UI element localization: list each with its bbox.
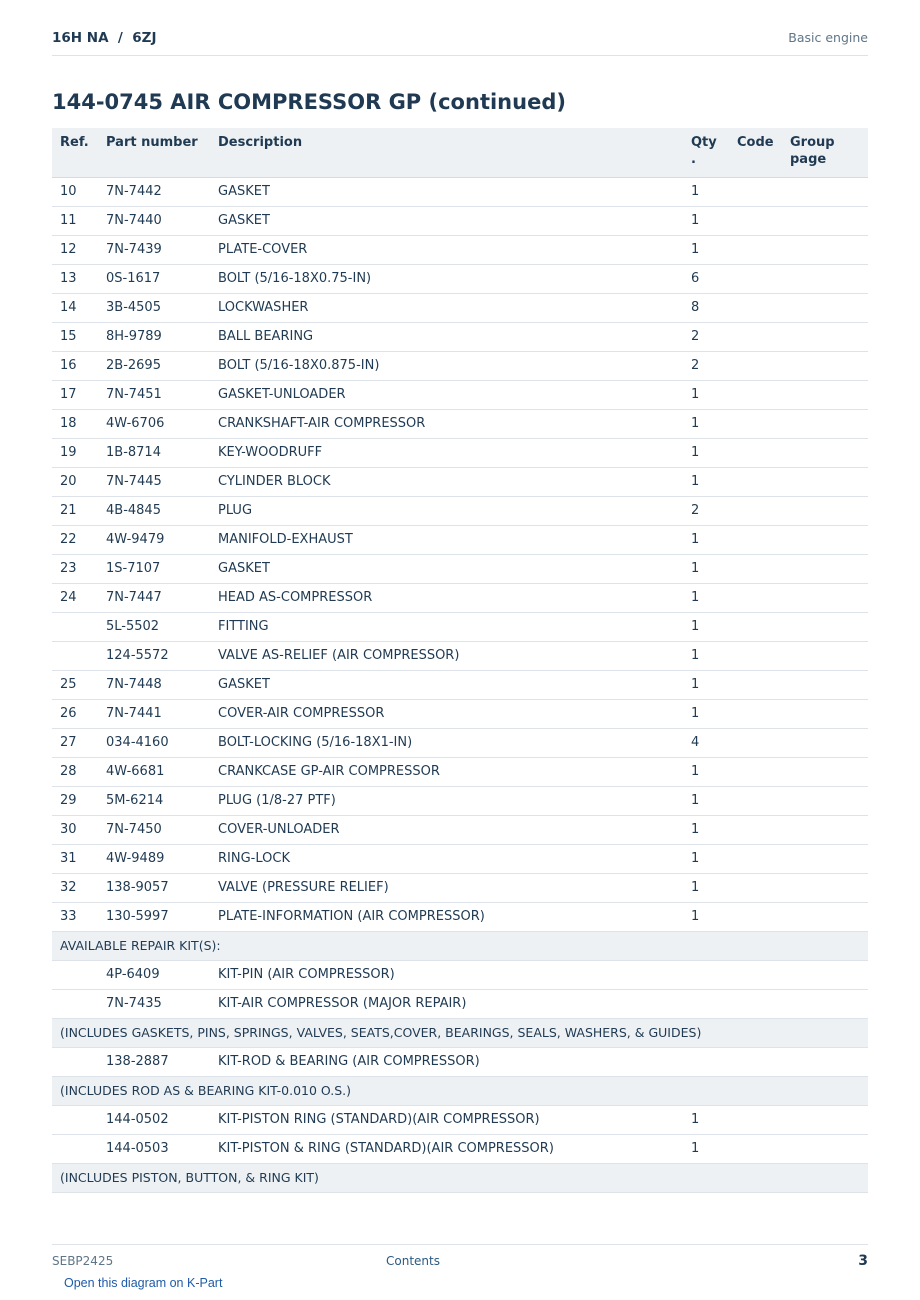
code-cell <box>729 264 782 293</box>
document-id: SEBP2425 <box>52 1254 114 1268</box>
group-page-cell <box>782 728 868 757</box>
ref-cell: 28 <box>52 757 98 786</box>
code-cell <box>729 989 782 1018</box>
group-page-cell <box>782 699 868 728</box>
group-page-cell <box>782 177 868 206</box>
ref-cell: 12 <box>52 235 98 264</box>
ref-cell <box>52 1134 98 1163</box>
table-row <box>52 1134 868 1163</box>
ref-cell: 22 <box>52 525 98 554</box>
description-cell: PLUG <box>210 496 683 525</box>
group-page-cell <box>782 467 868 496</box>
group-page-cell <box>782 380 868 409</box>
part-number-cell: 4W-9479 <box>98 525 210 554</box>
code-cell <box>729 467 782 496</box>
table-note-row <box>52 931 868 960</box>
description-cell: BALL BEARING <box>210 322 683 351</box>
ref-cell <box>52 1047 98 1076</box>
code-cell <box>729 815 782 844</box>
qty-cell: 1 <box>683 438 729 467</box>
qty-cell: 1 <box>683 902 729 931</box>
ref-cell <box>52 989 98 1018</box>
note-text: (INCLUDES ROD AS & BEARING KIT-0.010 O.S.) <box>52 1076 868 1105</box>
code-cell <box>729 960 782 989</box>
ref-cell: 16 <box>52 351 98 380</box>
description-cell: GASKET-UNLOADER <box>210 380 683 409</box>
group-page-cell <box>782 235 868 264</box>
ref-cell: 30 <box>52 815 98 844</box>
table-header-row <box>52 128 868 177</box>
table-note-row <box>52 1163 868 1192</box>
ref-cell: 13 <box>52 264 98 293</box>
qty-cell: 2 <box>683 496 729 525</box>
part-number-cell: 7N-7441 <box>98 699 210 728</box>
table-row <box>52 496 868 525</box>
part-number-cell: 7N-7439 <box>98 235 210 264</box>
qty-cell: 1 <box>683 1134 729 1163</box>
note-text: (INCLUDES PISTON, BUTTON, & RING KIT) <box>52 1163 868 1192</box>
table-row <box>52 670 868 699</box>
description-cell: KIT-AIR COMPRESSOR (MAJOR REPAIR) <box>210 989 683 1018</box>
group-page-cell <box>782 264 868 293</box>
note-text: (INCLUDES GASKETS, PINS, SPRINGS, VALVES, SEATS,COVER, BEARINGS, SEALS, WASHERS, & GUIDES) <box>52 1018 868 1047</box>
group-page-cell <box>782 438 868 467</box>
ref-cell: 29 <box>52 786 98 815</box>
code-cell <box>729 670 782 699</box>
qty-cell: 1 <box>683 554 729 583</box>
column-header-code: Code <box>729 128 782 177</box>
group-page-cell <box>782 902 868 931</box>
description-cell: VALVE AS-RELIEF (AIR COMPRESSOR) <box>210 641 683 670</box>
qty-cell <box>683 960 729 989</box>
qty-cell: 1 <box>683 206 729 235</box>
parts-table <box>52 128 868 1193</box>
ref-cell: 25 <box>52 670 98 699</box>
code-cell <box>729 641 782 670</box>
table-row <box>52 206 868 235</box>
ref-cell: 24 <box>52 583 98 612</box>
page-footer <box>52 1244 868 1274</box>
part-number-cell: 124-5572 <box>98 641 210 670</box>
part-number-cell: 0S-1617 <box>98 264 210 293</box>
code-cell <box>729 409 782 438</box>
column-header-qty: Qty . <box>683 128 729 177</box>
description-cell: COVER-AIR COMPRESSOR <box>210 699 683 728</box>
table-row <box>52 612 868 641</box>
code-cell <box>729 322 782 351</box>
description-cell: VALVE (PRESSURE RELIEF) <box>210 873 683 902</box>
ref-cell <box>52 960 98 989</box>
table-row <box>52 873 868 902</box>
group-page-cell <box>782 989 868 1018</box>
ref-cell: 15 <box>52 322 98 351</box>
description-cell: KIT-PISTON & RING (STANDARD)(AIR COMPRESSOR) <box>210 1134 683 1163</box>
part-number-cell: 5L-5502 <box>98 612 210 641</box>
qty-cell <box>683 1047 729 1076</box>
group-page-cell <box>782 496 868 525</box>
title-part-name: 144-0745 AIR COMPRESSOR GP <box>52 90 422 114</box>
description-cell: GASKET <box>210 670 683 699</box>
code-cell <box>729 380 782 409</box>
table-row <box>52 844 868 873</box>
ref-cell <box>52 612 98 641</box>
parts-table-body <box>52 177 868 1192</box>
ref-cell: 33 <box>52 902 98 931</box>
note-text: AVAILABLE REPAIR KIT(S): <box>52 931 868 960</box>
code-cell <box>729 873 782 902</box>
part-number-cell: 7N-7445 <box>98 467 210 496</box>
part-number-cell: 1B-8714 <box>98 438 210 467</box>
part-number-cell: 138-9057 <box>98 873 210 902</box>
group-page-cell <box>782 351 868 380</box>
code-cell <box>729 235 782 264</box>
title-suffix: (continued) <box>428 90 566 114</box>
code-cell <box>729 699 782 728</box>
code-cell <box>729 844 782 873</box>
description-cell: GASKET <box>210 554 683 583</box>
table-row <box>52 322 868 351</box>
ref-cell <box>52 1105 98 1134</box>
group-page-cell <box>782 1105 868 1134</box>
ref-cell: 17 <box>52 380 98 409</box>
table-row <box>52 235 868 264</box>
part-number-cell: 4W-6681 <box>98 757 210 786</box>
column-header-group-page: Group page <box>782 128 868 177</box>
table-row <box>52 1105 868 1134</box>
qty-cell <box>683 989 729 1018</box>
group-page-cell <box>782 409 868 438</box>
part-number-cell: 8H-9789 <box>98 322 210 351</box>
group-page-cell <box>782 583 868 612</box>
ref-cell: 20 <box>52 467 98 496</box>
group-page-cell <box>782 1134 868 1163</box>
description-cell: CYLINDER BLOCK <box>210 467 683 496</box>
table-row <box>52 351 868 380</box>
table-row <box>52 380 868 409</box>
table-row <box>52 264 868 293</box>
table-row <box>52 554 868 583</box>
ref-cell: 18 <box>52 409 98 438</box>
group-page-cell <box>782 960 868 989</box>
table-row <box>52 177 868 206</box>
ref-cell: 26 <box>52 699 98 728</box>
group-page-cell <box>782 1047 868 1076</box>
part-number-cell: 130-5997 <box>98 902 210 931</box>
qty-cell: 1 <box>683 409 729 438</box>
group-page-cell <box>782 786 868 815</box>
qty-cell: 1 <box>683 844 729 873</box>
qty-cell: 1 <box>683 699 729 728</box>
table-note-row <box>52 1076 868 1105</box>
code-cell <box>729 1105 782 1134</box>
description-cell: COVER-UNLOADER <box>210 815 683 844</box>
part-number-cell: 4W-9489 <box>98 844 210 873</box>
group-page-cell <box>782 525 868 554</box>
qty-cell: 1 <box>683 583 729 612</box>
part-number-cell: 3B-4505 <box>98 293 210 322</box>
ref-cell: 23 <box>52 554 98 583</box>
qty-cell: 1 <box>683 873 729 902</box>
ref-cell: 11 <box>52 206 98 235</box>
table-row <box>52 960 868 989</box>
contents-link[interactable]: Contents <box>386 1254 440 1268</box>
ref-cell: 27 <box>52 728 98 757</box>
ref-cell: 32 <box>52 873 98 902</box>
part-number-cell: 7N-7447 <box>98 583 210 612</box>
group-page-cell <box>782 293 868 322</box>
description-cell: GASKET <box>210 206 683 235</box>
description-cell: PLATE-INFORMATION (AIR COMPRESSOR) <box>210 902 683 931</box>
kpart-diagram-link[interactable]: Open this diagram on K-Part <box>64 1276 223 1290</box>
table-row <box>52 293 868 322</box>
part-number-cell: 4B-4845 <box>98 496 210 525</box>
part-number-cell: 144-0503 <box>98 1134 210 1163</box>
table-row <box>52 786 868 815</box>
qty-cell: 1 <box>683 757 729 786</box>
table-row <box>52 902 868 931</box>
description-cell: BOLT (5/16-18X0.875-IN) <box>210 351 683 380</box>
part-number-cell: 2B-2695 <box>98 351 210 380</box>
section-name: Basic engine <box>788 30 868 45</box>
description-cell: MANIFOLD-EXHAUST <box>210 525 683 554</box>
description-cell: CRANKSHAFT-AIR COMPRESSOR <box>210 409 683 438</box>
part-number-cell: 7N-7440 <box>98 206 210 235</box>
qty-cell: 1 <box>683 641 729 670</box>
qty-cell: 2 <box>683 351 729 380</box>
description-cell: GASKET <box>210 177 683 206</box>
description-cell: KIT-PIN (AIR COMPRESSOR) <box>210 960 683 989</box>
code-cell <box>729 1047 782 1076</box>
description-cell: BOLT-LOCKING (5/16-18X1-IN) <box>210 728 683 757</box>
table-row <box>52 467 868 496</box>
column-header-description: Description <box>210 128 683 177</box>
table-row <box>52 699 868 728</box>
code-cell <box>729 786 782 815</box>
group-page-cell <box>782 554 868 583</box>
description-cell: KIT-ROD & BEARING (AIR COMPRESSOR) <box>210 1047 683 1076</box>
table-row <box>52 815 868 844</box>
ref-cell: 31 <box>52 844 98 873</box>
qty-cell: 1 <box>683 670 729 699</box>
qty-cell: 1 <box>683 1105 729 1134</box>
table-row <box>52 409 868 438</box>
part-number-cell: 7N-7450 <box>98 815 210 844</box>
page-title <box>52 90 566 114</box>
column-header-ref: Ref. <box>52 128 98 177</box>
table-row <box>52 989 868 1018</box>
group-page-cell <box>782 873 868 902</box>
table-row <box>52 757 868 786</box>
group-page-cell <box>782 815 868 844</box>
table-row <box>52 641 868 670</box>
ref-cell: 10 <box>52 177 98 206</box>
part-number-cell: 7N-7435 <box>98 989 210 1018</box>
qty-cell: 1 <box>683 815 729 844</box>
code-cell <box>729 438 782 467</box>
part-number-cell: 138-2887 <box>98 1047 210 1076</box>
ref-cell <box>52 641 98 670</box>
group-page-cell <box>782 641 868 670</box>
description-cell: KIT-PISTON RING (STANDARD)(AIR COMPRESSOR) <box>210 1105 683 1134</box>
description-cell: CRANKCASE GP-AIR COMPRESSOR <box>210 757 683 786</box>
part-number-cell: 7N-7448 <box>98 670 210 699</box>
column-header-part-number: Part number <box>98 128 210 177</box>
table-row <box>52 525 868 554</box>
qty-cell: 8 <box>683 293 729 322</box>
group-page-cell <box>782 206 868 235</box>
description-cell: KEY-WOODRUFF <box>210 438 683 467</box>
code-cell <box>729 1134 782 1163</box>
code-cell <box>729 525 782 554</box>
part-number-cell: 4P-6409 <box>98 960 210 989</box>
code-cell <box>729 554 782 583</box>
page-header <box>52 28 868 56</box>
code-cell <box>729 293 782 322</box>
qty-cell: 1 <box>683 467 729 496</box>
ref-cell: 19 <box>52 438 98 467</box>
ref-cell: 14 <box>52 293 98 322</box>
page-number: 3 <box>858 1253 868 1269</box>
qty-cell: 6 <box>683 264 729 293</box>
qty-cell: 1 <box>683 525 729 554</box>
group-page-cell <box>782 612 868 641</box>
qty-cell: 2 <box>683 322 729 351</box>
group-page-cell <box>782 670 868 699</box>
group-page-cell <box>782 844 868 873</box>
part-number-cell: 5M-6214 <box>98 786 210 815</box>
table-row <box>52 438 868 467</box>
description-cell: PLATE-COVER <box>210 235 683 264</box>
code-cell <box>729 757 782 786</box>
description-cell: RING-LOCK <box>210 844 683 873</box>
qty-cell: 1 <box>683 235 729 264</box>
code-cell <box>729 351 782 380</box>
table-note-row <box>52 1018 868 1047</box>
table-row <box>52 583 868 612</box>
code-cell <box>729 496 782 525</box>
table-row <box>52 728 868 757</box>
group-page-cell <box>782 757 868 786</box>
code-cell <box>729 612 782 641</box>
table-row <box>52 1047 868 1076</box>
part-number-cell: 144-0502 <box>98 1105 210 1134</box>
description-cell: PLUG (1/8-27 PTF) <box>210 786 683 815</box>
description-cell: HEAD AS-COMPRESSOR <box>210 583 683 612</box>
description-cell: FITTING <box>210 612 683 641</box>
description-cell: BOLT (5/16-18X0.75-IN) <box>210 264 683 293</box>
code-cell <box>729 583 782 612</box>
qty-cell: 1 <box>683 380 729 409</box>
model-label: 16H NA / 6ZJ <box>52 30 157 46</box>
description-cell: LOCKWASHER <box>210 293 683 322</box>
ref-cell: 21 <box>52 496 98 525</box>
code-cell <box>729 206 782 235</box>
part-number-cell: 034-4160 <box>98 728 210 757</box>
qty-cell: 1 <box>683 786 729 815</box>
part-number-cell: 4W-6706 <box>98 409 210 438</box>
qty-cell: 1 <box>683 177 729 206</box>
group-page-cell <box>782 322 868 351</box>
code-cell <box>729 902 782 931</box>
qty-cell: 1 <box>683 612 729 641</box>
part-number-cell: 7N-7451 <box>98 380 210 409</box>
part-number-cell: 7N-7442 <box>98 177 210 206</box>
code-cell <box>729 728 782 757</box>
part-number-cell: 1S-7107 <box>98 554 210 583</box>
code-cell <box>729 177 782 206</box>
qty-cell: 4 <box>683 728 729 757</box>
